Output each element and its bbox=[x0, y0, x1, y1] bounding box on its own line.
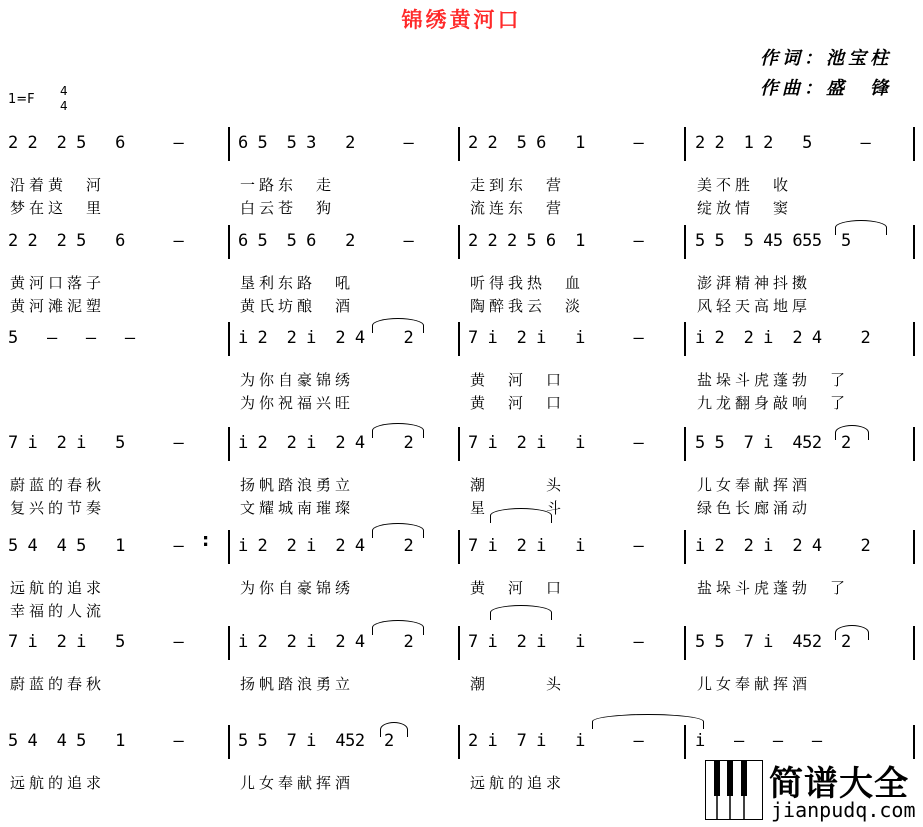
barline bbox=[228, 225, 230, 259]
barline bbox=[684, 725, 686, 759]
key-signature: 1=F bbox=[8, 92, 35, 107]
measure: 5 5 7 i 452 2 bbox=[238, 731, 394, 751]
barline bbox=[913, 530, 915, 564]
measure: i 2 2 i 2 4 2 bbox=[695, 328, 871, 348]
barline bbox=[228, 725, 230, 759]
barline bbox=[228, 427, 230, 461]
lyric: 黄氏坊酿 酒 bbox=[240, 297, 355, 315]
lyric: 梦在这 里 bbox=[10, 199, 106, 217]
measure: 2 2 2 5 6 – bbox=[8, 133, 184, 153]
barline bbox=[458, 725, 460, 759]
measure: i 2 2 i 2 4 2 bbox=[238, 328, 414, 348]
lyric: 远航的追求 bbox=[10, 774, 106, 792]
measure: 2 i 7 i i – bbox=[468, 731, 644, 751]
barline bbox=[458, 427, 460, 461]
lyric: 儿女奉献挥酒 bbox=[697, 476, 812, 494]
lyric: 蔚蓝的春秋 bbox=[10, 476, 106, 494]
staff-row bbox=[0, 328, 923, 358]
measure: 5 5 7 i 452 2 bbox=[695, 433, 851, 453]
time-sig-bottom: 4 bbox=[60, 99, 68, 113]
measure: 5 5 7 i 452 2 bbox=[695, 632, 851, 652]
lyric: 幸福的人流 bbox=[10, 602, 106, 620]
lyric: 流连东 营 bbox=[470, 199, 566, 217]
measure: 7 i 2 i i – bbox=[468, 433, 644, 453]
measure: i – – – bbox=[695, 731, 822, 751]
measure: 5 5 5 45 655 5 bbox=[695, 231, 851, 251]
slur bbox=[835, 625, 869, 640]
barline bbox=[458, 225, 460, 259]
lyric: 美不胜 收 bbox=[697, 176, 793, 194]
barline bbox=[228, 322, 230, 356]
lyric: 儿女奉献挥酒 bbox=[240, 774, 355, 792]
staff-row bbox=[0, 530, 923, 566]
site-logo bbox=[705, 752, 920, 827]
barline bbox=[684, 127, 686, 161]
staff-row bbox=[0, 433, 923, 463]
lyric: 黄河口落子 bbox=[10, 274, 106, 292]
lyric: 儿女奉献挥酒 bbox=[697, 675, 812, 693]
barline bbox=[913, 626, 915, 660]
lyric: 潮 头 bbox=[470, 476, 566, 494]
lyric: 白云苍 狗 bbox=[240, 199, 336, 217]
lyricist-credit: 作词：池宝柱 bbox=[760, 48, 892, 69]
measure: 5 4 4 5 1 – bbox=[8, 731, 184, 751]
barline bbox=[684, 225, 686, 259]
lyric: 远航的追求 bbox=[10, 579, 106, 597]
measure: 5 – – – bbox=[8, 328, 135, 348]
slur bbox=[835, 425, 869, 440]
lyric: 扬帆踏浪勇立 bbox=[240, 675, 355, 693]
measure: 2 2 1 2 5 – bbox=[695, 133, 871, 153]
staff-row bbox=[0, 231, 923, 261]
measure: 7 i 2 i i – bbox=[468, 632, 644, 652]
barline bbox=[228, 530, 230, 564]
lyric: 陶醉我云 淡 bbox=[470, 297, 585, 315]
lyric: 黄河滩泥塑 bbox=[10, 297, 106, 315]
lyric: 黄 河 口 bbox=[470, 394, 566, 412]
measure: 7 i 2 i i – bbox=[468, 328, 644, 348]
slur bbox=[380, 722, 408, 737]
slur bbox=[490, 605, 552, 620]
measure: 6 5 5 6 2 – bbox=[238, 231, 414, 251]
lyric: 澎湃精神抖擞 bbox=[697, 274, 812, 292]
lyric: 文耀城南璀璨 bbox=[240, 499, 355, 517]
staff-row bbox=[0, 632, 923, 662]
measure: 2 2 2 5 6 – bbox=[8, 231, 184, 251]
lyric: 风轻天高地厚 bbox=[697, 297, 812, 315]
time-signature bbox=[60, 84, 68, 114]
barline bbox=[458, 322, 460, 356]
lyric: 为你祝福兴旺 bbox=[240, 394, 355, 412]
lyric: 九龙翻身敲响 了 bbox=[697, 394, 850, 412]
measure: 5 4 4 5 1 – bbox=[8, 536, 184, 556]
lyric: 一路东 走 bbox=[240, 176, 336, 194]
lyric: 远航的追求 bbox=[470, 774, 566, 792]
logo-text: 简谱大全 bbox=[769, 764, 909, 804]
barline bbox=[228, 626, 230, 660]
lyric: 盐垛斗虎蓬勃 了 bbox=[697, 579, 850, 597]
measure: 2 2 5 6 1 – bbox=[468, 133, 644, 153]
lyric: 蔚蓝的春秋 bbox=[10, 675, 106, 693]
barline bbox=[458, 127, 460, 161]
slur bbox=[372, 318, 424, 333]
barline bbox=[913, 322, 915, 356]
lyric: 垦利东路 吼 bbox=[240, 274, 355, 292]
lyric: 黄 河 口 bbox=[470, 371, 566, 389]
barline bbox=[458, 530, 460, 564]
barline bbox=[684, 530, 686, 564]
barline bbox=[913, 427, 915, 461]
measure: 7 i 2 i 5 – bbox=[8, 632, 184, 652]
lyric: 盐垛斗虎蓬勃 了 bbox=[697, 371, 850, 389]
song-title: 锦绣黄河口 bbox=[401, 8, 522, 32]
slur bbox=[372, 423, 424, 438]
slur bbox=[372, 620, 424, 635]
barline bbox=[458, 626, 460, 660]
slur bbox=[835, 220, 887, 235]
lyric: 扬帆踏浪勇立 bbox=[240, 476, 355, 494]
measure: i 2 2 i 2 4 2 bbox=[238, 536, 414, 556]
staff-row bbox=[0, 133, 923, 163]
lyric: 走到东 营 bbox=[470, 176, 566, 194]
lyric: 听得我热 血 bbox=[470, 274, 585, 292]
barline bbox=[684, 427, 686, 461]
lyric: 沿着黄 河 bbox=[10, 176, 106, 194]
piano-keys-icon bbox=[705, 760, 763, 820]
measure: 7 i 2 i i – bbox=[468, 536, 644, 556]
lyric: 黄 河 口 bbox=[470, 579, 566, 597]
measure: 6 5 5 3 2 – bbox=[238, 133, 414, 153]
barline bbox=[228, 127, 230, 161]
logo-url: jianpudq.com bbox=[771, 798, 916, 822]
lyric: 为你自豪锦绣 bbox=[240, 579, 355, 597]
slur bbox=[490, 508, 552, 523]
measure: i 2 2 i 2 4 2 bbox=[238, 632, 414, 652]
measure: 2 2 2 5 6 1 – bbox=[468, 231, 644, 251]
barline bbox=[913, 127, 915, 161]
slur bbox=[592, 714, 704, 729]
repeat-sign: : bbox=[202, 530, 210, 551]
lyric: 为你自豪锦绣 bbox=[240, 371, 355, 389]
lyric: 潮 头 bbox=[470, 675, 566, 693]
composer-credit: 作曲：盛 锋 bbox=[760, 78, 892, 99]
measure: i 2 2 i 2 4 2 bbox=[695, 536, 871, 556]
barline bbox=[913, 225, 915, 259]
lyric: 绿色长廊涌动 bbox=[697, 499, 812, 517]
lyric: 复兴的节奏 bbox=[10, 499, 106, 517]
time-sig-top: 4 bbox=[60, 84, 68, 98]
barline bbox=[684, 626, 686, 660]
lyric: 星 斗 bbox=[470, 499, 566, 517]
slur bbox=[372, 523, 424, 538]
measure: i 2 2 i 2 4 2 bbox=[238, 433, 414, 453]
lyric: 绽放情 窦 bbox=[697, 199, 793, 217]
barline bbox=[684, 322, 686, 356]
measure: 7 i 2 i 5 – bbox=[8, 433, 184, 453]
